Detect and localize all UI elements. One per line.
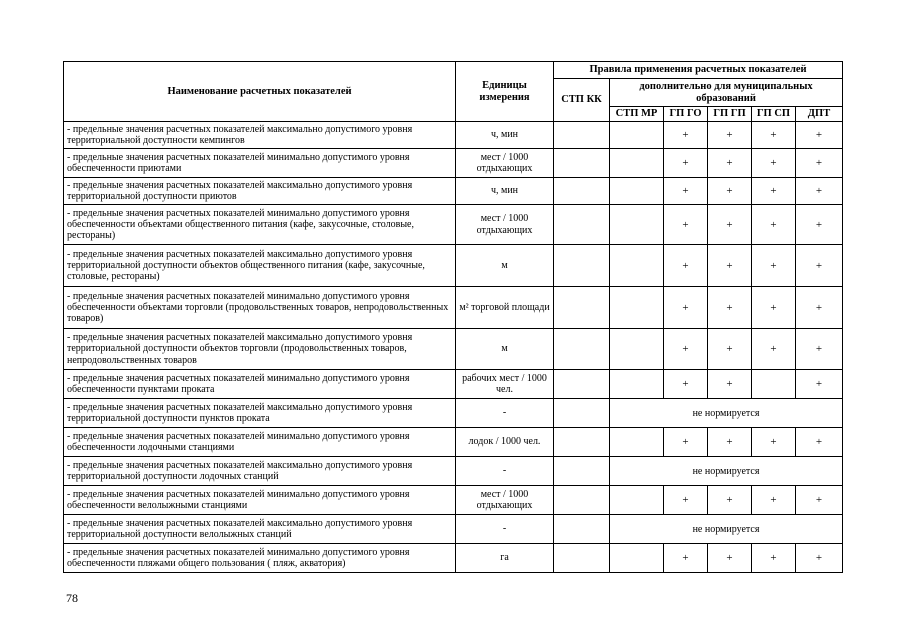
indicator-name: - предельные значения расчетных показателей минимально допустимого уровня обеспеченности объектами торговли (продовольственных товаров, непродовольственных товаров) — [64, 287, 456, 329]
applicability-mark: + — [708, 370, 752, 399]
stpkk-cell — [554, 544, 610, 573]
applicability-mark: + — [796, 205, 843, 245]
unit-cell: мест / 1000 отдыхающих — [456, 149, 554, 178]
header-col-gpgp: ГП ГП — [708, 107, 752, 122]
unit-cell: - — [456, 457, 554, 486]
unit-cell: - — [456, 515, 554, 544]
stpkk-cell — [554, 329, 610, 370]
applicability-mark: + — [664, 245, 708, 287]
applicability-mark: + — [796, 122, 843, 149]
applicability-mark — [610, 205, 664, 245]
table-row — [64, 329, 843, 370]
applicability-mark: + — [796, 544, 843, 573]
applicability-mark: + — [796, 149, 843, 178]
applicability-mark: + — [752, 205, 796, 245]
applicability-mark: + — [708, 329, 752, 370]
unit-cell: лодок / 1000 чел. — [456, 428, 554, 457]
stpkk-cell — [554, 457, 610, 486]
applicability-mark: + — [664, 149, 708, 178]
unit-cell: - — [456, 399, 554, 428]
not-normalized-note: не нормируется — [610, 457, 843, 486]
applicability-mark: + — [752, 428, 796, 457]
applicability-mark: + — [796, 245, 843, 287]
header-rules: Правила применения расчетных показателей — [554, 62, 843, 79]
unit-cell: га — [456, 544, 554, 573]
indicator-name: - предельные значения расчетных показателей максимально допустимого уровня территориальной доступности велолыжных станций — [64, 515, 456, 544]
applicability-mark: + — [708, 122, 752, 149]
header-extra: дополнительно для муниципальных образований — [610, 79, 843, 107]
table-row — [64, 245, 843, 287]
applicability-mark: + — [752, 149, 796, 178]
header-name: Наименование расчетных показателей — [64, 62, 456, 122]
indicator-name: - предельные значения расчетных показателей максимально допустимого уровня территориальной доступности объектов общественного питания (кафе, закусочные, столовые, рестораны) — [64, 245, 456, 287]
indicator-name: - предельные значения расчетных показателей максимально допустимого уровня территориальной доступности пунктов проката — [64, 399, 456, 428]
applicability-mark — [610, 287, 664, 329]
table-row — [64, 544, 843, 573]
unit-cell: рабочих мест / 1000 чел. — [456, 370, 554, 399]
applicability-mark: + — [708, 544, 752, 573]
indicator-name: - предельные значения расчетных показателей максимально допустимого уровня территориальной доступности лодочных станций — [64, 457, 456, 486]
applicability-mark: + — [708, 486, 752, 515]
stpkk-cell — [554, 370, 610, 399]
applicability-mark: + — [708, 149, 752, 178]
indicator-name: - предельные значения расчетных показателей минимально допустимого уровня обеспеченности объектами общественного питания (кафе, закусочные, столовые, рестораны) — [64, 205, 456, 245]
header-stpkk: СТП КК — [554, 79, 610, 122]
applicability-mark: + — [664, 428, 708, 457]
table-body — [64, 122, 843, 573]
stpkk-cell — [554, 428, 610, 457]
applicability-mark: + — [708, 245, 752, 287]
applicability-mark: + — [752, 287, 796, 329]
applicability-mark: + — [752, 122, 796, 149]
applicability-mark: + — [708, 428, 752, 457]
indicator-name: - предельные значения расчетных показателей минимально допустимого уровня обеспеченности пунктами проката — [64, 370, 456, 399]
stpkk-cell — [554, 122, 610, 149]
unit-cell: ч, мин — [456, 178, 554, 205]
table-row — [64, 428, 843, 457]
applicability-mark — [610, 245, 664, 287]
not-normalized-note: не нормируется — [610, 515, 843, 544]
header-unit: Единицы измерения — [456, 62, 554, 122]
stpkk-cell — [554, 287, 610, 329]
applicability-mark: + — [796, 287, 843, 329]
indicator-name: - предельные значения расчетных показателей максимально допустимого уровня территориальной доступности кемпингов — [64, 122, 456, 149]
applicability-mark — [610, 122, 664, 149]
applicability-mark — [610, 544, 664, 573]
unit-cell: м — [456, 329, 554, 370]
applicability-mark — [610, 486, 664, 515]
applicability-mark — [610, 428, 664, 457]
unit-cell: м — [456, 245, 554, 287]
applicability-mark: + — [752, 245, 796, 287]
unit-cell: мест / 1000 отдыхающих — [456, 205, 554, 245]
unit-cell: мест / 1000 отдыхающих — [456, 486, 554, 515]
stpkk-cell — [554, 486, 610, 515]
stpkk-cell — [554, 205, 610, 245]
table-row — [64, 370, 843, 399]
applicability-mark: + — [664, 370, 708, 399]
indicator-name: - предельные значения расчетных показателей максимально допустимого уровня территориальной доступности приютов — [64, 178, 456, 205]
applicability-mark: + — [752, 486, 796, 515]
applicability-mark: + — [708, 205, 752, 245]
applicability-mark: + — [664, 544, 708, 573]
table-row — [64, 178, 843, 205]
page-number: 78 — [66, 591, 78, 605]
table-row — [64, 515, 843, 544]
applicability-mark: + — [752, 544, 796, 573]
stpkk-cell — [554, 399, 610, 428]
stpkk-cell — [554, 149, 610, 178]
header-col-stpmr: СТП МР — [610, 107, 664, 122]
applicability-mark — [610, 178, 664, 205]
not-normalized-note: не нормируется — [610, 399, 843, 428]
applicability-mark: + — [664, 329, 708, 370]
applicability-mark: + — [664, 178, 708, 205]
table-row — [64, 287, 843, 329]
stpkk-cell — [554, 178, 610, 205]
indicator-name: - предельные значения расчетных показателей минимально допустимого уровня обеспеченности велолыжными станциями — [64, 486, 456, 515]
applicability-mark: + — [664, 287, 708, 329]
applicability-mark: + — [752, 329, 796, 370]
table-row — [64, 149, 843, 178]
header-col-gpsp: ГП СП — [752, 107, 796, 122]
header-col-gpgo: ГП ГО — [664, 107, 708, 122]
applicability-mark: + — [708, 178, 752, 205]
applicability-mark: + — [796, 370, 843, 399]
indicator-name: - предельные значения расчетных показателей минимально допустимого уровня обеспеченности пляжами общего пользования ( пляж, акватория) — [64, 544, 456, 573]
applicability-mark: + — [796, 428, 843, 457]
unit-cell: ч, мин — [456, 122, 554, 149]
indicators-table — [63, 61, 843, 573]
applicability-mark: + — [664, 486, 708, 515]
table-row — [64, 399, 843, 428]
stpkk-cell — [554, 515, 610, 544]
applicability-mark: + — [708, 287, 752, 329]
applicability-mark: + — [664, 122, 708, 149]
applicability-mark — [610, 329, 664, 370]
applicability-mark: + — [752, 178, 796, 205]
applicability-mark: + — [796, 178, 843, 205]
table-row — [64, 205, 843, 245]
applicability-mark: + — [796, 486, 843, 515]
indicator-name: - предельные значения расчетных показателей минимально допустимого уровня обеспеченности лодочными станциями — [64, 428, 456, 457]
table-row — [64, 122, 843, 149]
applicability-mark — [610, 370, 664, 399]
table-row — [64, 457, 843, 486]
applicability-mark — [752, 370, 796, 399]
indicator-name: - предельные значения расчетных показателей максимально допустимого уровня территориальной доступности объектов торговли (продовольственных товаров, непродовольственных товаров — [64, 329, 456, 370]
applicability-mark: + — [664, 205, 708, 245]
applicability-mark — [610, 149, 664, 178]
stpkk-cell — [554, 245, 610, 287]
header-col-dpt: ДПТ — [796, 107, 843, 122]
unit-cell: м² торговой площади — [456, 287, 554, 329]
applicability-mark: + — [796, 329, 843, 370]
indicator-name: - предельные значения расчетных показателей минимально допустимого уровня обеспеченности приютами — [64, 149, 456, 178]
table-row — [64, 486, 843, 515]
